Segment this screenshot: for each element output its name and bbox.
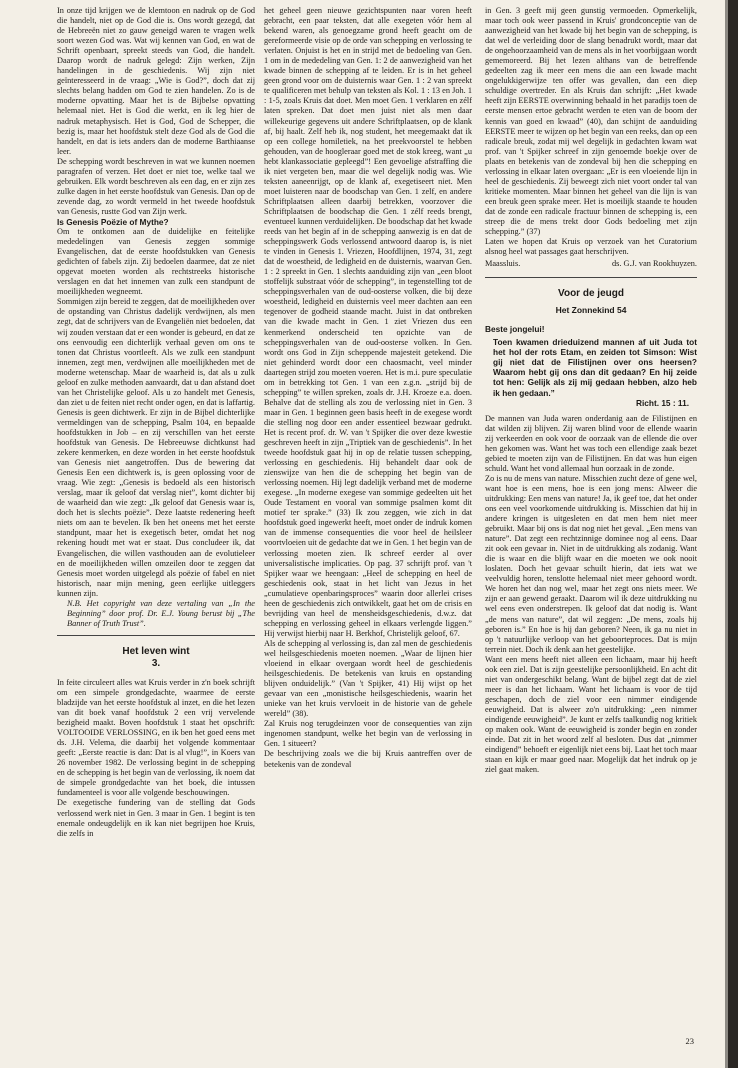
paragraph: De beschrijving zoals we die bij Kruis aantreffen over de betekenis van de zondeval bbox=[264, 749, 472, 769]
paragraph: in Gen. 3 geeft mij geen gunstig vermoeden. Opmerkelijk, maar toch ook weer passend in Kruis' grondconceptie van de aanwezigheid van het kwade bij het begin van de schepping, is dat wel de verleiding door de slang benadrukt wordt, maar dat de ongehoorzaamheid van de mens als in het voorbijgaan wordt gememoreerd. Bij het lezen althans van de betreffende gedeelten zag ik meer een mens die aan een kwade macht ongelukkigerwijze ten offer was gevallen, dan een diep schuldige overtreder. En als Kruis dan schrijft: „Het kwade heeft zijn EERSTE overwinning behaald in het paradijs toen de eerste mensen ertoe gebracht werden te eten van de boom der kennis van goed en kwaad” (40), dan schijnt de aanduiding EERSTE meer te wijzen op het begin van een reeks, dan op een radicale breuk, zodat mij wel degelijk in gedachten kwam wat prof. van 't Spijker schreef in zijn genoemde boekje over de plaats en betekenis van de zondeval bij hen die schepping en verlossing in elkaar laten overgaan: „Er is een vloeiende lijn in heel de geschiedenis. Zij beweegt zich niet voort onder tal van kritieke momenten. Maar binnen het geheel van die lijn is van een breuk geen sprake meer. Het is moeilijk staande te houden dat de zonde een radicale fractuur binnen de schepping is, een streep die de mens trekt door Gods bedoeling met zijn schepping.” (37) bbox=[485, 6, 697, 237]
column-1 bbox=[57, 6, 255, 1046]
greeting: Beste jongelui! bbox=[485, 324, 545, 335]
column-3 bbox=[485, 6, 697, 1058]
paragraph: Want een mens heeft niet alleen een lichaam, maar hij heeft ook een ziel. Dat is zijn geestelijke persoonlijkheid. En acht dit niet van ondergeschikt belang. Want de bijbel zegt dat de ziel meer is dan het lichaam. Want het lichaam is voor de tijd geschapen, doch de ziel voor een nimmer eindigende eeuwigheid. Dat is alweer zo'n uitdrukking: „een nimmer eindigende eeuwigheid”. Je kunt er zelfs taalkundig nog kritiek op maken ook. Want de eeuwigheid is zonder begin en zonder einde. Dat zit in het woord zelf al besloten. Dus dat „nimmer eindigend” behoeft er eigenlijk niet eens bij. Laat het toch maar staan en kijk er maar goed naar. Mogelijk dat het indruk op je ziel gaat maken. bbox=[485, 654, 697, 775]
paragraph: In feite circuleert alles wat Kruis verder in z'n boek schrijft om een simpele grondgedachte, waarmee de eerste bladzijde van het eerste hoofdstuk al inzet, en die het lezen van dit boek vanaf hoofdstuk 2 een vrij vervelende bezigheid maakt. Boven hoofdstuk 1 staat het opschrift: VOLTOOIDE VERLOSSING, en ik ben het goed eens met ds. J.H. Velema, die daarbij het volgende kommentaar geeft: „Eerste reactie is dan: Dat is al vlug!”, in Koers van 26 november 1982. De verlossing begint in de schepping en de schepping is het begin van de verlossing, ik noem dat de simpele grondgedachte van het boek, die intussen fundamenteel is voor alle volgende beschouwingen. bbox=[57, 677, 255, 798]
paragraph: het geheel geen nieuwe gezichtspunten naar voren heeft gebracht, een paar teksten, dat alle exegeten vóór hem al bekend waren, als genoegzame grond heeft geacht om de gereformeerde visie op de orde van schepping en verlossing te verlaten. Onjuist is het en in strijd met de bedoeling van Gen. 1 om in de mededeling van Gen. 1: 2 de aanwezigheid van het kwade binnen de schepping af te leiden. Er is in het geheel geen grond voor om de duisternis waar Gen. 1 : 2 van spreekt te qualificeren met behulp van teksten als Kol. 1 : 13 en Joh. 1 : 1-5, zoals Kruis dat doet. Men moet Gen. 1 verklaren en zélf laten spreken. Dat doet men juist niet als men daar willekeurige gegevens uit andere Schriftplaatsen, op de klank af, bij haalt. Zelf heb ik, nog student, het meegemaakt dat ik op een college homiletiek, na het preekvoorstel te hebben gehouden, van de hoogleraar goed met de stok kreeg, want „u hebt klankassociatie gepleegd”! Een gevoelige afstraffing die ik niet vergeten ben, maar die wel degelijk nodig was. Wie teksten aaneenrijgt, op de klank af, exegetiseert niet. Men moet luisteren naar de boodschap van Gen. 1 zelf, en andere Schriftplaatsen alleen daarbij betrekken, voorzover die Schriftplaatsen de boodschap die Gen. 1 zélf reeds brengt, eventueel kunnen verduidelijken. De boodschap dat het kwade reeds van het begin af in de schepping aanwezig is en dat de scheppingswerk Gods verlossend antwoord daarop is, is niet te vinden in Genesis 1. Vriezen, Hoofdlijnen, 1974, 31, zegt dat de woestheid, de ledigheid en de duisternis, waarvan Gen. 1 : 2 spreekt in Gen. 1 slechts aanduiding zijn van „een bloot stoffelijk substraat vóór de schepping”, in tegenstelling tot de scheppingsverhalen van de oud-oosterse volken, die bij deze woestheid, ledigheid en duisternis veel meer dachten aan een tegenover de godheid staande macht. Juist in dat ontbreken van die kwade macht in Gen. 1 ziet Vriezen dus een kenmerkend onderscheid ten opzichte van de scheppingsverhalen van de oud-oosterse volken. In Gen. wordt ons God in Zijn scheppende majesteit getekend. Die niet gehinderd wordt door een chaosmacht, veel minder daartegen strijd zou moeten voeren. Het is m.i. pure speculatie om in betrekking tot Gen. 1 van een z.g.n. „strijd bij de schepping” te willen spreken, zoals dr. J.H. Kroeze e.a. doen. Behalve dat de stelling als zou de verlossing niet in Gen. 3 maar in Gen. 1 beginnen geen basis heeft in de exegese wordt die stelling nog door een ander essentieel bezwaar gedrukt. Het is recent prof. dr. W. van 't Spijker die over deze kwestie geschreven heeft in zijn „Triptiek van de geschiedenis”. In het tweede hoofdstuk gaat hij in op de relatie tussen schepping, verlossing en geschiedenis. Hij behandelt daar ook de zienswijze van hen die de schepping het begin van de verlossing noemen. Hij legt dadelijk verband met de moderne exegese. „In moderne exegese van sommige gedeelten uit het Oude Testament en vooral van sommige psalmen komt dit motief ter sprake.” (33) Ik zou zeggen, wie zich in dat hoofdstuk goed ingewerkt heeft, moet onder de indruk komen van de immense consequenties die voor heel de heilsleer voortvloeien uit de gedachte dat we in Gen. 1 het begin van de verlossing moeten zien. Ik schreef eerder al over universalistische implicaties. Op pag. 37 schrijft prof. van 't Spijker waar we heengaan: „Heel de schepping en heel de geschiedenis ook, staat in het licht van Jezus in het „cumulatieve openbaringsproces” waarin door allerlei crises heen de geschiedenis zich ontwikkelt, gaat het om de crisis en bevrijding van heel de mensheidsgeschiedenis, d.w.z. dat schepping en verlossing geheel in elkaars verlengde liggen.” Hij verwijst hierbij naar H. Berkhof, Christelijk geloof, 67. bbox=[264, 6, 472, 638]
paragraph: Laten we hopen dat Kruis op verzoek van het Curatorium alsnog heel wat passages gaat herschrijven. bbox=[485, 237, 697, 257]
column-2 bbox=[264, 6, 472, 1056]
page-edge-shadow bbox=[725, 0, 728, 1068]
paragraph: De exegetische fundering van de stelling dat Gods verlossend werk niet in Gen. 3 maar in Gen. 1 begint is ten enemale ondeugdelijk en ik kan niet begrijpen hoe Kruis, die zelfs in bbox=[57, 798, 255, 838]
signature-line bbox=[485, 259, 697, 269]
article-part: 3. bbox=[151, 657, 161, 669]
paragraph: In onze tijd krijgen we de klemtoon en nadruk op de God die handelt, niet op de God die is. Ons wordt gezegd, dat de Hebreeën niet zo gauw geneigd waren te vragen welk soort wezen God was. Wat wij kennen van God, en wat de Schrift openbaart, spreekt steeds van God, die handelt. Daarop wordt de nadruk gelegd: Zijn werken, Zijn handelingen in de geschiedenis. Wij zijn niet geïnteresseerd in de vraag: „Wie is God?”, doch dat zij slechts belang hadden om God te zien handelen. Zo is de moderne opvatting. Maar het is de Bijbelse opvatting helemaal niet. Het is God die werkt, en ik leg hier de nadruk metaphysisch. Het is God, God de Schepper, die bezig is, maar het hoofdstuk stelt deze God als de God die handelt, en dat is iets anders dan de moderne Barthiaanse leer. bbox=[57, 6, 255, 156]
paragraph: De mannen van Juda waren onderdanig aan de Filistijnen en dat wilden zij blijven. Zij waren blind voor de ellende waarin zij verkeerden en ook voor de oorzaak van de ellende die over hen gekomen was. Want het was toch een ellendige zaak bezet gebied te moeten zijn van de Filistijnen. En dat was hun eigen schuld. Want het vond allemaal hun oorzaak in de zonde. bbox=[485, 413, 697, 473]
section-title: Voor de jeugd bbox=[558, 288, 624, 300]
signature-name: ds. G.J. van Rookhuyzen. bbox=[611, 259, 697, 269]
bible-quote: Toen kwamen drieduizend mannen af uit Juda tot het hol der rots Etam, en zeiden tot Simson: Wist gij niet dat de Filistijnen over ons heersen? Waarom hebt gij ons dan dit gedaan? En hij zeide tot hen: Gelijk als zij mij gedaan hebben, alzo heb ik hen gedaan.” bbox=[493, 337, 697, 398]
divider bbox=[485, 277, 697, 278]
paragraph: Als de schepping al verlossing is, dan zal men de geschiedenis wel heilsgeschiedenis moeten noemen. „Waar de lijnen hier vloeiend in elkaar overgaan wordt heel de geschiedenis heilsgeschiedenis. De betekenis van kruis en opstanding blijven onduidelijk.” (Van 't Spijker, 41) Hij wijst op het gevaar van een „monistische heilsgeschiedenis, waarin het unieke van het kruis vervloeit in de historie van de gehele wereld” (38). bbox=[264, 638, 472, 719]
bible-reference: Richt. 15 : 11. bbox=[635, 397, 689, 408]
page-number: 23 bbox=[685, 1036, 694, 1046]
paragraph: Zal Kruis nog terugdeinzen voor de consequenties van zijn ingenomen standpunt, welke het begin van de verlossing in Gen. 1 situeert? bbox=[264, 719, 472, 749]
section-subtitle: Het Zonnekind 54 bbox=[555, 305, 627, 316]
paragraph: De schepping wordt beschreven in wat we kunnen noemen paragrafen of verzen. Het doet er niet toe, welke taal we gebruiken. Elk wordt beschreven als een dag, en er zijn zes zulke dagen in het eerste hoofdstuk van Genesis. Dan op de zevende dag, zo wordt vermeld in het tweede hoofdstuk van Genesis, rustte God van Zijn werk. bbox=[57, 156, 255, 216]
divider bbox=[57, 635, 255, 636]
page-edge-dark bbox=[728, 0, 738, 1068]
note: N.B. Het copyright van deze vertaling van „In the Beginning” door prof. Dr. E.J. Young berust bij „The Banner of Truth Trust”. bbox=[67, 598, 255, 628]
paragraph: Zo is nu de mens van nature. Misschien zucht deze of gene wel, want hoe is een mens, hoe is een jong mens: Alweer die uitdrukking: Een mens van nature! Ja, ik geef toe, dat het onder ons een veel voorkomende uitdrukking is. Misschien dat hij in andere kringen is uitgesleten en dat men hem niet meer gebruikt. Maar bij ons is dat nog niet het geval. „Een mens van nature”. Dat zegt een rechtzinnige dominee nog al eens. Daar zit ook een gevaar in. Niet in de uitdrukking als zodanig. Want die is waar en die blijft waar en die moeten we ook nooit loslaten. Doch het gevaar schuilt hierin, dat iets wat we veelvuldig horen, tenslotte helemaal niet meer gehoord wordt. We horen het dan nog wel, maar het zegt ons niets meer. We zijn er aan gewend geraakt. Daarom wil ik deze uitdrukking nu wel eens even onderstrepen. Ik geloof dat dat nodig is. Want „de mens van nature”, dat wil zeggen: „De mens, zoals hij geboren is.” En hoe is hij dan geboren? Neen, ik ga nu niet in op 't natuurlijke verloop van het geboorteproces. Dat is mijn terrein niet. Doch ik denk aan het geestelijke. bbox=[485, 473, 697, 654]
signature-place: Maassluis. bbox=[485, 259, 521, 269]
paragraph: Sommigen zijn bereid te zeggen, dat de moeilijkheden over de opstanding van Christus dadelijk verdwijnen, als men zegt, dat de schrijvers van de Evangeliën niet bedoelen, dat wij zouden verstaan dat er een wonder is gebeurd, en dat ze ons eenvoudig een dichterlijk verhaal geven om ons te tonen dat Christus voortleeft. Als we zulk een standpunt innemen, zegt men, verdwijnen alle moeilijkheden met de moderne wetenschap. Maar de waarheid is, dat als u zulk geloof en zulke methoden aanvaardt, dat u dan afstand doet van het Christelijke geloof. Als u zo handelt met Genesis, dan ziet u de feiten niet recht onder ogen, en dat is laffartig. Genesis is geen dichtwerk. Er zijn in de Bijbel dichterlijke vermeldingen van de schepping, Psalm 104, en bepaalde hoofdstukken in Job – en zij verschillen van het eerste hoofdstuk van Genesis. De Hebreeuwse dichtkunst had zekere kenmerken, en deze worden in het eerste hoofdstuk van Genesis niet aangetroffen. Dus de bewering dat Genesis Een een dichtwerk is, is geen oplossing voor de vraag. Wie zegt: „Genesis is bedoeld als een historisch verslag, maar ik geloof dat verslag niet”, komt dichter bij de waarheid dan wie zegt: „Ik geloof dat Genesis waar is, doch het is slechts poëzie”. Deze laatste redenering heeft niets om aan te bevelen. Ik ben het oneens met het eerste standpunt, maar het is exegetisch beter, omdat het nog rekening houdt met wat er staat. Dus concludeer ik, dat Evangelischen, die willen vasthouden aan de evolutieleer en de moeilijkheden willen omzeilen door te zeggen dat Genesis moet worden uitgelegd als poëzie of fabel en niet historisch, naar mijn mening, geen eerlijke uitleggers kunnen zijn. bbox=[57, 297, 255, 598]
article-title: Het leven wint bbox=[122, 645, 190, 657]
paragraph: Om te ontkomen aan de duidelijke en feitelijke mededelingen van Genesis zeggen sommige Evangelischen, dat de eerste hoofdstukken van Genesis gedichten of fabels zijn. Zij bedoelen daarmee, dat ze niet opgevat moeten worden als rechtstreeks historische verslagen en dat het innemen van zulk een standpunt de moeilijkheden wegneemt. bbox=[57, 227, 255, 297]
section-heading: Is Genesis Poëzie of Mythe? bbox=[57, 216, 169, 227]
